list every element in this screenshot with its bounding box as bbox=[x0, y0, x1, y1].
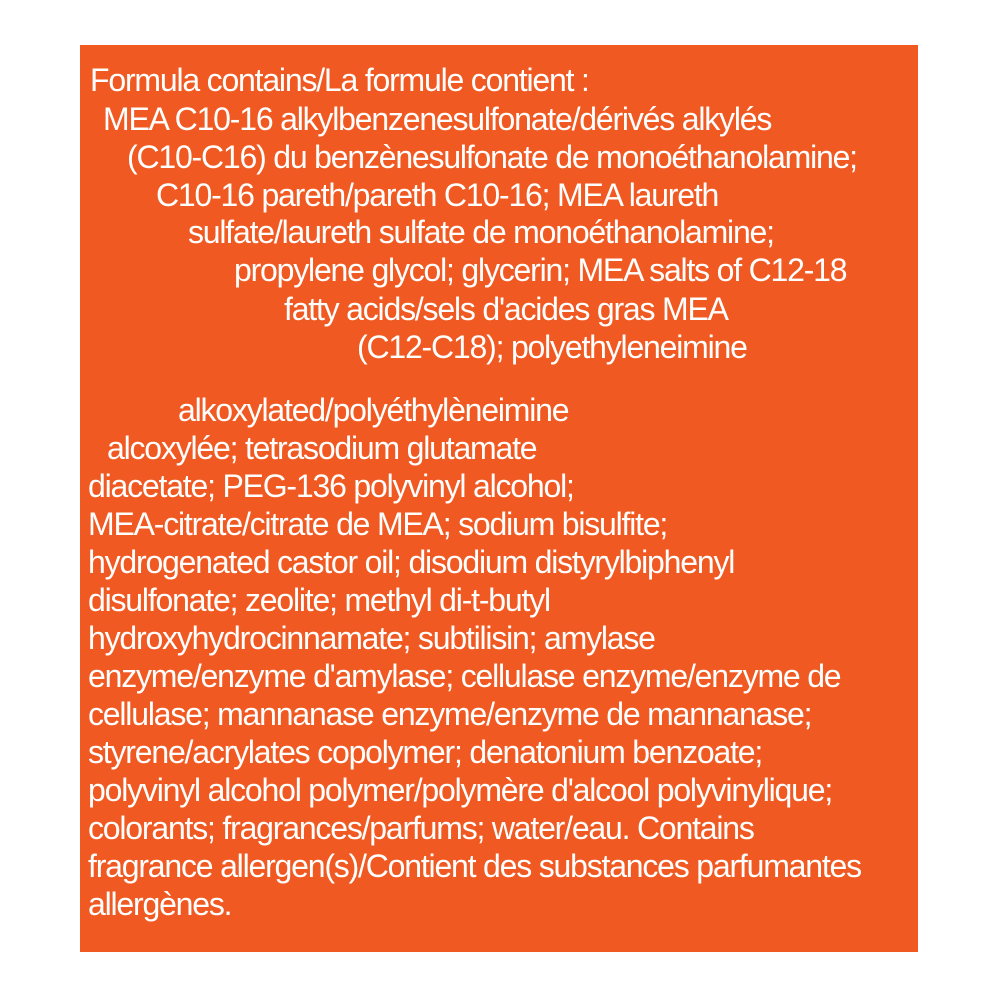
ingredient-line: hydroxyhydrocinnamate; subtilisin; amylase bbox=[88, 620, 655, 656]
ingredients-heading: Formula contains/La formule contient : bbox=[90, 62, 589, 98]
ingredient-line: alkoxylated/polyéthylèneimine bbox=[178, 392, 569, 428]
ingredient-line: (C10-C16) du benzènesulfonate de monoéthanolamine; bbox=[127, 139, 857, 175]
ingredient-line: C10-16 pareth/pareth C10-16; MEA laureth bbox=[156, 177, 719, 213]
ingredient-line: cellulase; mannanase enzyme/enzyme de mannanase; bbox=[88, 696, 812, 732]
ingredient-line: allergènes. bbox=[88, 886, 232, 922]
ingredient-line: styrene/acrylates copolymer; denatonium benzoate; bbox=[88, 734, 763, 770]
ingredient-line: polyvinyl alcohol polymer/polymère d'alcool polyvinylique; bbox=[88, 772, 833, 808]
ingredient-line: sulfate/laureth sulfate de monoéthanolamine; bbox=[188, 214, 774, 250]
ingredient-line: fatty acids/sels d'acides gras MEA bbox=[284, 291, 728, 327]
ingredient-line: propylene glycol; glycerin; MEA salts of C12-18 bbox=[234, 252, 847, 288]
ingredient-line: diacetate; PEG-136 polyvinyl alcohol; bbox=[88, 468, 574, 504]
ingredient-line: alcoxylée; tetrasodium glutamate bbox=[107, 430, 537, 466]
ingredients-label-panel bbox=[80, 45, 918, 952]
ingredient-line: fragrance allergen(s)/Contient des substances parfumantes bbox=[88, 848, 861, 884]
ingredient-line: colorants; fragrances/parfums; water/eau. Contains bbox=[88, 810, 754, 846]
ingredient-line: disulfonate; zeolite; methyl di-t-butyl bbox=[88, 582, 550, 618]
ingredient-line: MEA C10-16 alkylbenzenesulfonate/dérivés alkylés bbox=[103, 101, 772, 137]
ingredient-line: hydrogenated castor oil; disodium distyrylbiphenyl bbox=[88, 544, 735, 580]
ingredient-line: MEA-citrate/citrate de MEA; sodium bisulfite; bbox=[88, 506, 668, 542]
ingredient-line: (C12-C18); polyethyleneimine bbox=[357, 329, 747, 365]
ingredient-line: enzyme/enzyme d'amylase; cellulase enzyme/enzyme de bbox=[88, 658, 841, 694]
